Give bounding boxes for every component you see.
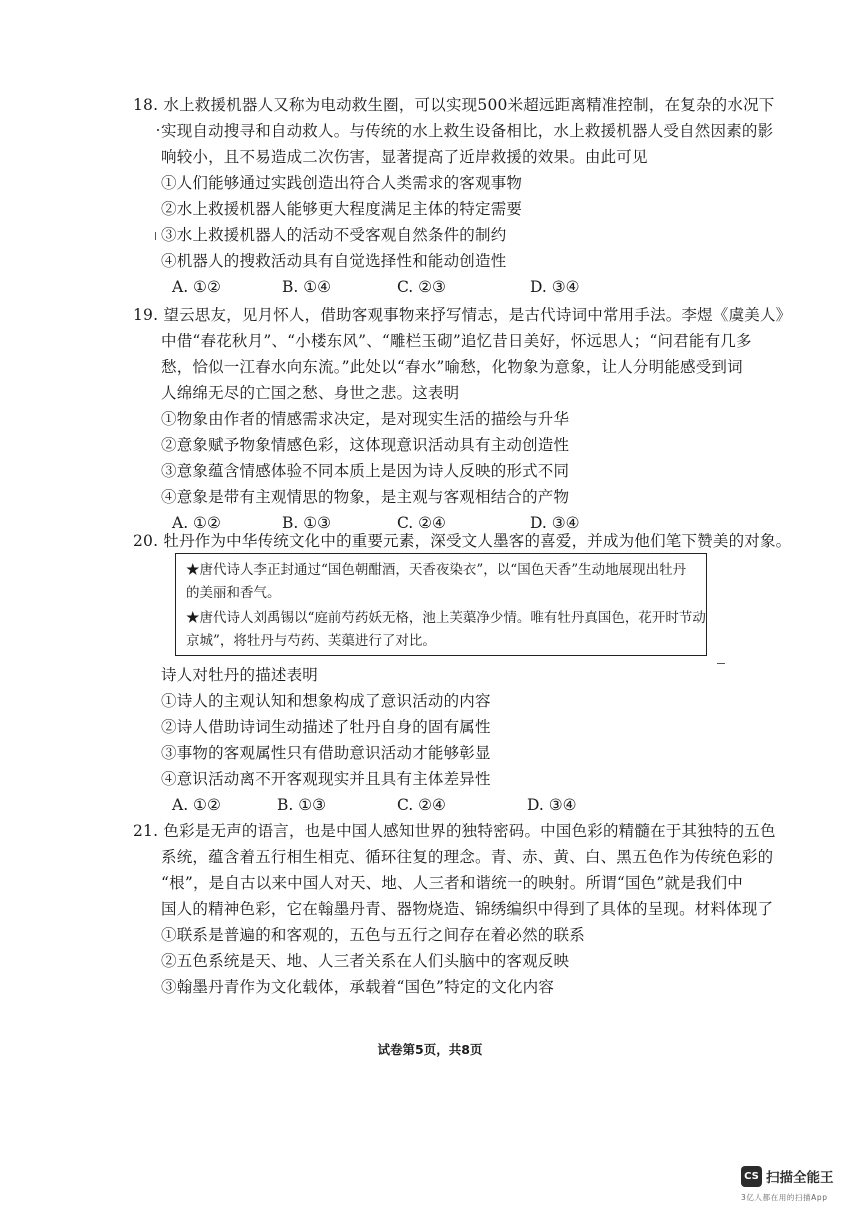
q20-material-line-1: ★唐代诗人李正封通过“国色朝酣酒，天香夜染衣”，以“国色天香”生动地展现出牡丹 <box>186 562 687 578</box>
q20-option-b: B. ①③ <box>277 796 327 814</box>
q18-option-d: D. ③④ <box>530 278 580 296</box>
q20-stem-line-1: 20. 牡丹作为中华传统文化中的重要元素，深受文人墨客的喜爱，并成为他们笔下赞美的对象。 <box>133 532 792 550</box>
q20-option-a: A. ①② <box>172 796 221 814</box>
q19-statement-1: ①物象由作者的情感需求决定，是对现实生活的描绘与升华 <box>161 410 570 428</box>
q18-option-c: C. ②③ <box>397 278 446 296</box>
q20-material-line-2: 的美丽和香气。 <box>186 585 281 601</box>
scan-artifact <box>155 232 156 240</box>
q20-statement-2: ②诗人借助诗词生动描述了牡丹自身的固有属性 <box>161 718 491 736</box>
scanner-watermark-title: 扫描全能王 <box>766 1170 834 1186</box>
q19-stem-line-4: 人绵绵无尽的亡国之愁、身世之悲。这表明 <box>161 384 460 402</box>
q20-option-c: C. ②④ <box>397 796 446 814</box>
scan-artifact <box>717 663 725 664</box>
q19-option-d: D. ③④ <box>530 514 580 532</box>
q19-option-c: C. ②④ <box>397 514 446 532</box>
q18-statement-3: ③水上救援机器人的活动不受客观自然条件的制约 <box>161 226 507 244</box>
q21-statement-3: ③翰墨丹青作为文化载体，承载着“国色”特定的文化内容 <box>161 978 555 996</box>
q20-material-box <box>175 553 707 656</box>
q18-statement-2: ②水上救援机器人能够更大程度满足主体的特定需要 <box>161 200 523 218</box>
q19-stem-line-1: 19. 望云思友，见月怀人，借助客观事物来抒写情志，是古代诗词中常用手法。李煜《虞美人》 <box>133 306 792 324</box>
q20-statement-3: ③事物的客观属性只有借助意识活动才能够彰显 <box>161 744 491 762</box>
q19-option-a: A. ①② <box>172 514 221 532</box>
q19-statement-4: ④意象是带有主观情思的物象，是主观与客观相结合的产物 <box>161 488 570 506</box>
q20-statement-1: ①诗人的主观认知和想象构成了意识活动的内容 <box>161 692 491 710</box>
scan-artifact <box>157 129 159 131</box>
page-footer: 试卷第5页，共8页 <box>377 1042 483 1057</box>
q20-material-line-3: ★唐代诗人刘禹锡以“庭前芍药妖无格，池上芙蕖净少情。唯有牡丹真国色，花开时节动 <box>186 610 706 626</box>
q18-option-a: A. ①② <box>172 278 221 296</box>
scanner-watermark <box>741 1160 851 1208</box>
q21-stem-line-3: “根”，是自古以来中国人对天、地、人三者和谐统一的映射。所谓“国色”就是我们中 <box>161 874 743 892</box>
q19-statement-2: ②意象赋予物象情感色彩，这体现意识活动具有主动创造性 <box>161 436 570 454</box>
q20-statement-4: ④意识活动离不开客观现实并且具有主体差异性 <box>161 770 491 788</box>
q20-material-line-4: 京城”，将牡丹与芍药、芙蕖进行了对比。 <box>186 633 436 649</box>
q21-stem-line-1: 21. 色彩是无声的语言，也是中国人感知世界的独特密码。中国色彩的精髓在于其独特的五色 <box>133 822 776 840</box>
q21-stem-line-2: 系统，蕴含着五行相生相克、循环往复的理念。青、赤、黄、白、黑五色作为传统色彩的 <box>161 848 774 866</box>
q18-statement-1: ①人们能够通过实践创造出符合人类需求的客观事物 <box>161 174 523 192</box>
q19-statement-3: ③意象蕴含情感体验不同本质上是因为诗人反映的形式不同 <box>161 462 570 480</box>
q20-option-d: D. ③④ <box>527 796 577 814</box>
scanner-watermark-subtitle: 3亿人都在用的扫描App <box>741 1193 828 1202</box>
q18-stem-line-2: 实现自动搜寻和自动救人。与传统的水上救生设备相比，水上救援机器人受自然因素的影 <box>161 122 774 140</box>
q19-stem-line-2: 中借“春花秋月”、“小楼东风”、“雕栏玉砌”追忆昔日美好，怀远思人；“问君能有几多 <box>161 332 752 350</box>
q21-stem-line-4: 国人的精神色彩，它在翰墨丹青、器物烧造、锦绣编织中得到了具体的呈现。材料体现了 <box>161 900 774 918</box>
q18-stem-line-1: 18. 水上救援机器人又称为电动救生圈，可以实现500米超远距离精准控制，在复杂的水况下 <box>133 96 775 114</box>
scanner-logo-icon: CS <box>741 1166 762 1187</box>
q18-statement-4: ④机器人的搜救活动具有自觉选择性和能动创造性 <box>161 252 507 270</box>
q18-option-b: B. ①④ <box>282 278 332 296</box>
q19-option-b: B. ①③ <box>282 514 332 532</box>
q19-stem-line-3: 愁，恰似一江春水向东流。”此处以“春水”喻愁，化物象为意象，让人分明能感受到词 <box>161 358 743 376</box>
q18-stem-line-3: 响较小，且不易造成二次伤害，显著提高了近岸救援的效果。由此可见 <box>161 148 648 166</box>
q21-statement-1: ①联系是普遍的和客观的，五色与五行之间存在着必然的联系 <box>161 926 585 944</box>
q20-lead-in: 诗人对牡丹的描述表明 <box>161 666 319 684</box>
q21-statement-2: ②五色系统是天、地、人三者关系在人们头脑中的客观反映 <box>161 952 570 970</box>
